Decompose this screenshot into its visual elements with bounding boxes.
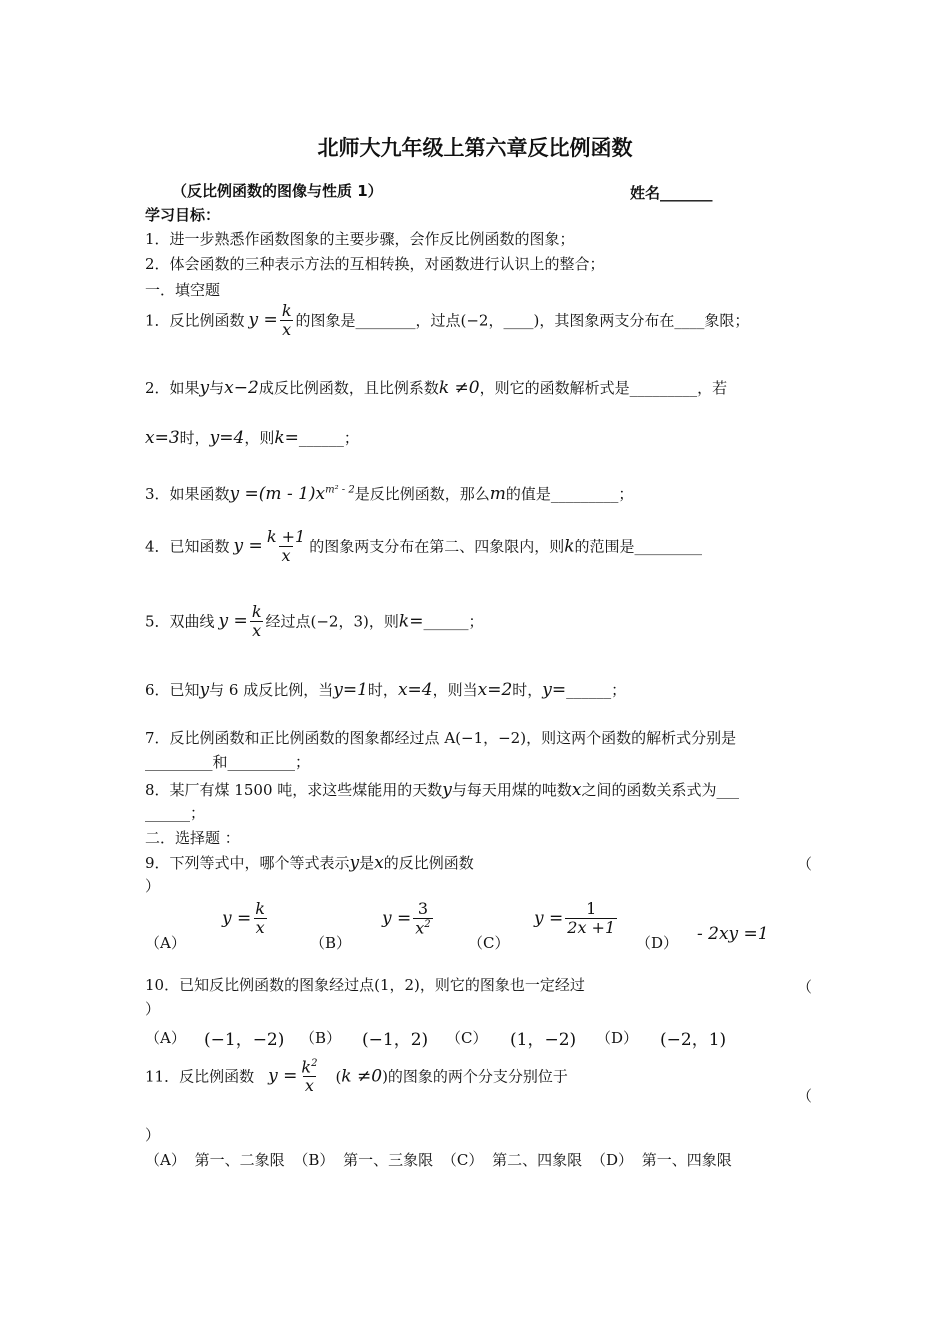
question-2-cont <box>145 428 359 448</box>
subtitle: （反比例函数的图像与性质 1） <box>172 182 383 200</box>
question-11 <box>145 1058 568 1095</box>
q6-text-e: 时， <box>512 681 543 699</box>
q6-text-f: ______； <box>566 681 627 699</box>
question-2 <box>145 378 727 398</box>
q10-option-b-label: （B） <box>300 1029 342 1047</box>
q11-prefix: 11．反比例函数 <box>145 1067 255 1086</box>
q10-answer-paren-left: （ <box>797 978 813 996</box>
q6-y-eq: y= <box>542 680 567 700</box>
q10-option-a-value: (−1，−2) <box>204 1030 285 1050</box>
q2b-text-b: ，则 <box>244 429 275 447</box>
q3-suffix: 是反比例函数，那么 <box>354 485 490 503</box>
q9-text-c: 的反比例函数 <box>383 854 474 872</box>
q2-text-b: 与 <box>209 379 225 397</box>
q5-k: k= <box>398 611 424 632</box>
q6-x2: x=2 <box>477 680 513 700</box>
q2-text-d: ，则它的函数解析式是_________，若 <box>479 379 728 397</box>
q4-var-k: k <box>564 536 575 557</box>
q5-suffix-2: ______； <box>423 612 484 631</box>
q3-suffix-2: 的值是_________； <box>505 485 634 503</box>
q8-var-y: y <box>442 780 452 800</box>
q9-var-y: y <box>349 853 360 873</box>
q2-text-c: 成反比例函数，且比例系数 <box>258 379 439 397</box>
q2-k: k= <box>274 428 299 448</box>
q9-text-b: 是 <box>359 854 375 872</box>
q10-option-d-label: （D） <box>596 1029 639 1047</box>
question-6 <box>145 680 626 700</box>
q2-x-value: x=3 <box>145 428 180 448</box>
q6-var-y: y <box>199 680 210 700</box>
q6-text-d: ，则当 <box>432 681 478 699</box>
question-8 <box>145 780 739 800</box>
q5-suffix: 经过点(−2，3)，则 <box>265 612 399 631</box>
q5-fraction: $\frac{k}{x}$ <box>251 602 262 640</box>
q9-option-c-label: （C） <box>468 934 510 952</box>
question-1 <box>145 302 749 339</box>
q10-option-a-label: （A） <box>145 1029 186 1047</box>
q4-suffix: 的图象两支分布在第二、四象限内，则 <box>309 537 565 556</box>
q2-y-value: y=4 <box>209 428 245 448</box>
q9-text-a: 9．下列等式中，哪个等式表示 <box>145 854 350 872</box>
q11-options: （A） 第一、二象限 （B） 第一、三象限 （C） 第二、四象限 （D） 第一、四象限 <box>145 1151 732 1169</box>
q1-prefix: 1．反比例函数 <box>145 311 245 330</box>
q9-option-a-label: （A） <box>145 934 186 952</box>
q11-formula: y = <box>268 1066 298 1087</box>
q6-text-a: 6．已知 <box>145 681 200 699</box>
question-8-cont: ______； <box>145 804 206 822</box>
q5-prefix: 5．双曲线 <box>145 612 215 631</box>
q10-option-c-label: （C） <box>446 1029 488 1047</box>
q1-formula: y = <box>248 310 278 331</box>
question-9 <box>145 853 474 873</box>
goal-1: 1．进一步熟悉作函数图象的主要步骤，会作反比例函数的图象； <box>145 230 575 248</box>
question-7: 7．反比例函数和正比例函数的图象都经过点 A(−1，−2)，则这两个函数的解析式分别是 <box>145 729 737 747</box>
q9-option-d-label: （D） <box>636 934 679 952</box>
question-5 <box>145 603 483 640</box>
q6-x4: x=4 <box>397 680 433 700</box>
q1-suffix: 的图象是________，过点(−2，____)，其图象两支分布在____象限； <box>295 311 750 330</box>
q10-answer-paren-right: ） <box>145 1000 161 1018</box>
q10-option-d-value: (−2，1) <box>660 1030 727 1050</box>
q6-text-b: 与 6 成反比例，当 <box>209 681 334 699</box>
q10-option-c-value: (1，−2) <box>510 1030 577 1050</box>
q3-var-m: m <box>489 484 506 504</box>
q3-formula: $y =(m - 1)x^{m^2 - 2}$ <box>229 484 355 504</box>
q9-answer-paren-left: （ <box>797 855 813 873</box>
q9-option-b-label: （B） <box>310 934 352 952</box>
q6-y1: y=1 <box>333 680 368 700</box>
q2-condition: k ≠0 <box>438 378 480 398</box>
q2-expr: x−2 <box>224 378 259 398</box>
q9-option-c-formula: y = $\frac{1}{2x +1}$ <box>534 899 616 937</box>
q3-prefix: 3．如果函数 <box>145 485 230 503</box>
q9-option-d-formula: - 2xy =1 <box>697 924 769 944</box>
q4-fraction: $\frac{k +1}{x}$ <box>266 527 306 565</box>
name-field-label: 姓名_______ <box>630 184 713 202</box>
question-4 <box>145 528 702 565</box>
q6-text-c: 时， <box>367 681 398 699</box>
q11-answer-paren-right: ） <box>145 1126 161 1144</box>
q2-var-y: y <box>199 378 210 398</box>
q11-paren-open: ( <box>335 1067 342 1086</box>
section-multiple-choice: 二．选择题 ： <box>145 829 240 847</box>
goals-heading: 学习目标： <box>145 206 221 224</box>
q4-formula: y = <box>233 536 263 557</box>
q2-text-a: 2．如果 <box>145 379 200 397</box>
q10-option-b-value: (−1，2) <box>362 1030 429 1050</box>
q9-answer-paren-right: ） <box>145 877 161 895</box>
q5-formula: y = <box>218 611 248 632</box>
q11-fraction: $\frac{k^2}{x}$ <box>301 1057 318 1095</box>
q8-text-a: 8．某厂有煤 1500 吨，求这些煤能用的天数 <box>145 781 443 799</box>
section-fill-in: 一．填空题 <box>145 281 221 299</box>
q4-prefix: 4．已知函数 <box>145 537 230 556</box>
q11-suffix: )的图象的两个分支分别位于 <box>382 1067 568 1086</box>
q11-answer-paren-left: （ <box>797 1087 813 1105</box>
page-title: 北师大九年级上第六章反比例函数 <box>317 136 633 160</box>
question-3 <box>145 484 633 504</box>
q8-var-x: x <box>571 780 582 800</box>
goal-2: 2．体会函数的三种表示方法的互相转换，对函数进行认识上的整合； <box>145 255 605 273</box>
q9-option-b-formula: y = $\frac{3}{x^2}$ <box>382 899 431 937</box>
q1-fraction: $\frac{k}{x}$ <box>281 301 292 339</box>
q11-condition: k ≠0 <box>341 1066 383 1087</box>
q2b-text-a: 时， <box>179 429 210 447</box>
question-7-cont: _________和_________； <box>145 753 311 771</box>
q4-suffix-2: 的范围是_________ <box>574 537 703 556</box>
q8-text-c: 之间的函数关系式为___ <box>581 781 739 799</box>
q9-option-a-formula: y = $\frac{k}{x}$ <box>222 899 265 937</box>
q8-text-b: 与每天用煤的吨数 <box>451 781 572 799</box>
q2b-text-c: ______； <box>298 429 359 447</box>
q9-var-x: x <box>374 853 384 873</box>
question-10: 10．已知反比例函数的图象经过点(1，2)，则它的图象也一定经过 <box>145 976 585 994</box>
